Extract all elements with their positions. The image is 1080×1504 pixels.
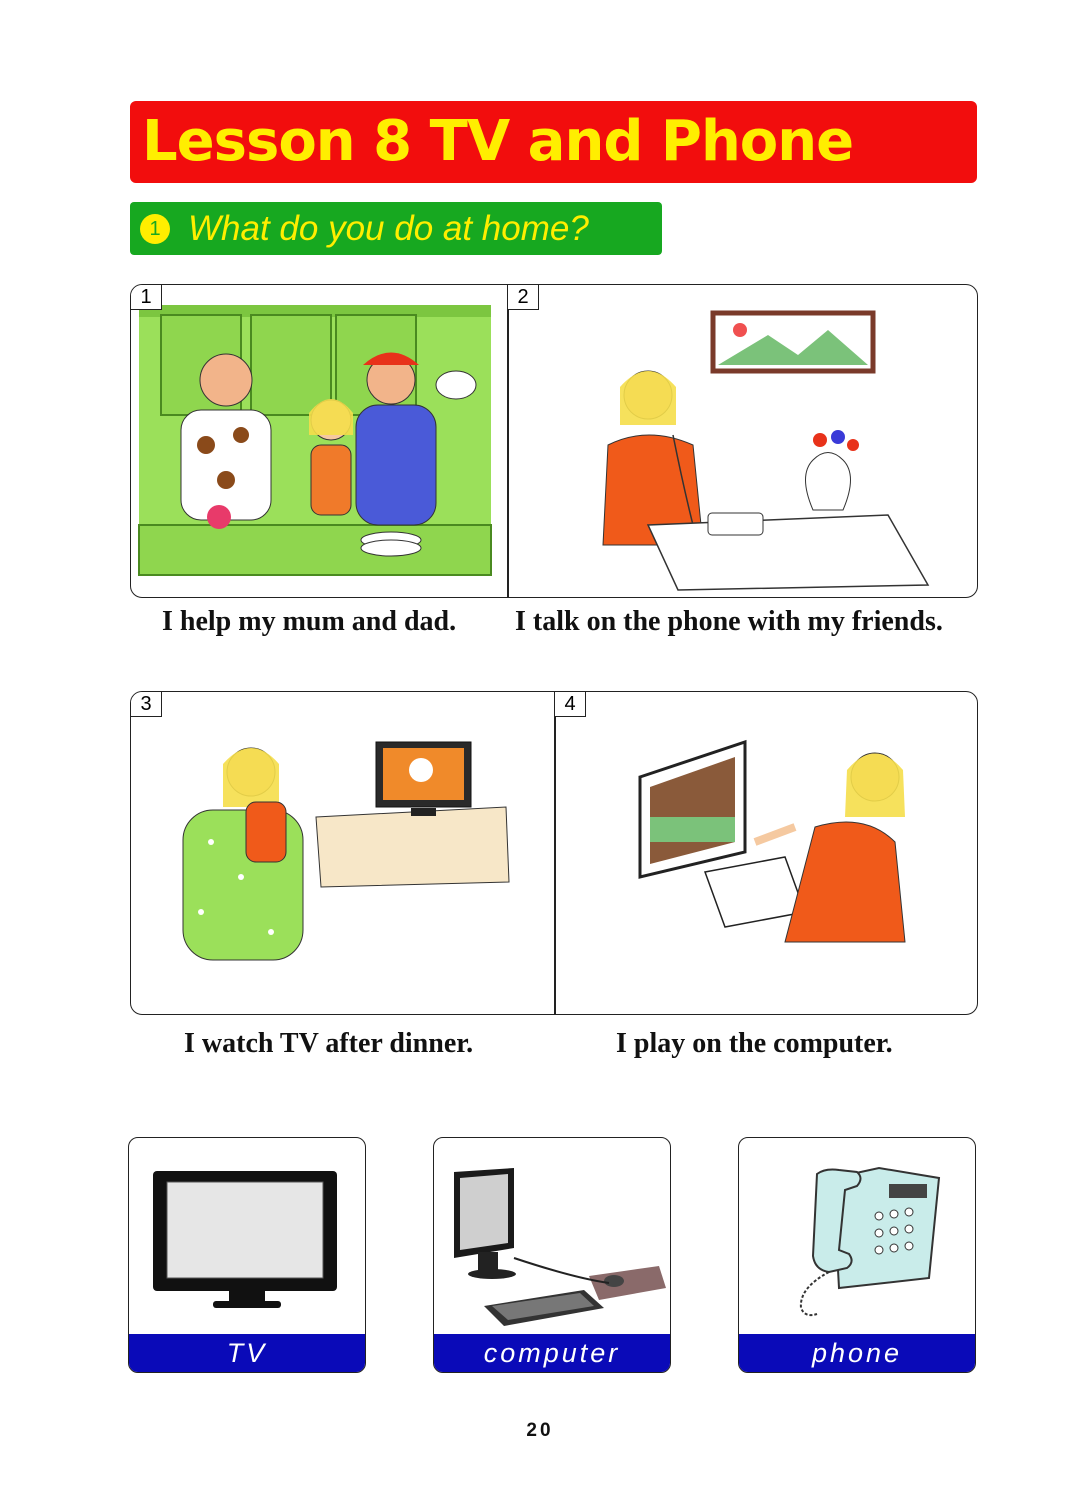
- scene-1: [131, 285, 507, 597]
- tv-icon: [129, 1138, 365, 1334]
- vocab-card-computer: [433, 1137, 671, 1373]
- scene-caption: I play on the computer.: [616, 1028, 893, 1059]
- page-number: 20: [526, 1420, 554, 1441]
- lesson-title: Lesson 8 TV and Phone: [142, 109, 854, 174]
- scene-panel-bottom: [130, 691, 978, 1015]
- section-number-badge: 1: [140, 214, 170, 244]
- section-heading: What do you do at home?: [188, 209, 589, 248]
- scene-caption: I talk on the phone with my friends.: [515, 606, 943, 637]
- girl-on-computer-illustration: [555, 692, 977, 1014]
- vocab-label: TV: [129, 1334, 365, 1372]
- computer-icon: [434, 1138, 670, 1334]
- scene-3: [131, 692, 554, 1014]
- lesson-title-bar: [130, 101, 977, 183]
- scene-caption: I watch TV after dinner.: [184, 1028, 474, 1059]
- girl-watching-tv-illustration: [131, 692, 554, 1014]
- vocab-card-phone: [738, 1137, 976, 1373]
- scene-number: 1: [131, 285, 162, 310]
- scene-panel-top: [130, 284, 978, 598]
- scene-2: [508, 285, 977, 597]
- section-heading-bar: [130, 202, 662, 255]
- vocab-label: phone: [739, 1334, 975, 1372]
- kitchen-family-illustration: [131, 285, 507, 597]
- vocab-card-tv: [128, 1137, 366, 1373]
- phone-icon: [739, 1138, 975, 1334]
- scene-4: [555, 692, 977, 1014]
- scene-number: 4: [555, 692, 586, 717]
- girl-on-phone-illustration: [508, 285, 977, 597]
- scene-number: 2: [508, 285, 539, 310]
- vocab-label: computer: [434, 1334, 670, 1372]
- scene-caption: I help my mum and dad.: [162, 606, 457, 637]
- scene-number: 3: [131, 692, 162, 717]
